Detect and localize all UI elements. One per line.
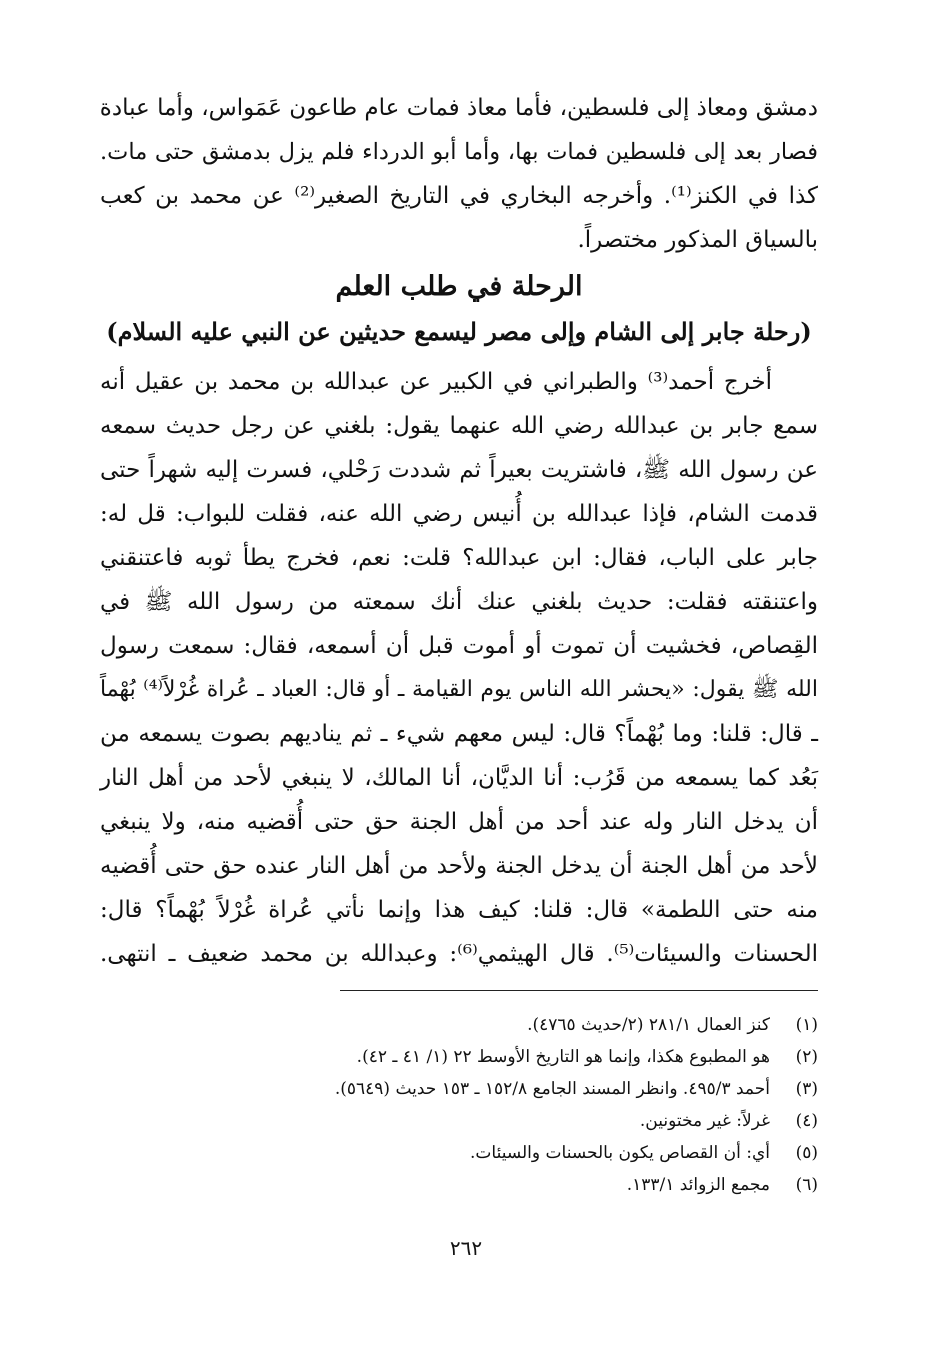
- footnote-text: مجمع الزوائد ١٣٣/١.: [626, 1175, 770, 1195]
- text-line: الحسنات والسيئات⁽⁵⁾. قال الهيثمي⁽⁶⁾: وعبدالله بن محمد ضعيف ـ انتهى.: [100, 941, 818, 967]
- section-title: الرحلة في طلب العلم: [335, 271, 583, 302]
- text-line: قدمت الشام، فإذا عبدالله بن أُنيس رضي الله عنه، فقلت للبواب: قل له:: [100, 501, 818, 527]
- text-line: بَعُد كما يسمعه من قَرُب: أنا الديَّان، أنا المالك، لا ينبغي لأحد من أهل النار: [100, 765, 818, 791]
- text-line: دمشق ومعاذ إلى فلسطين، فأما معاذ فمات عام طاعون عَمَواس، وأما عبادة: [99, 95, 818, 121]
- text-line: عن رسول الله ﷺ، فاشتريت بعيراً ثم شددت رَحْلي، فسرت إليه شهراً حتى: [100, 457, 818, 483]
- footnote: [100, 1009, 818, 1041]
- opening-paragraph: [100, 86, 818, 262]
- page-number: ٢٦٢: [449, 1236, 483, 1260]
- text-line: فصار بعد إلى فلسطين فمات بها، وأما أبو الدرداء فلم يزل بدمشق حتى مات.: [100, 139, 818, 165]
- footnote-text: كنز العمال ٢٨١/١ (٢/حديث ٤٧٦٥).: [527, 1015, 770, 1035]
- footnote-text: هو المطبوع هكذا، وإنما هو التاريخ الأوسط ٢٢ (١/ ٤١ ـ ٤٢).: [356, 1047, 770, 1067]
- footnote-number: (٣): [795, 1079, 818, 1099]
- footnote-text: غرلاً: غير مختونين.: [639, 1111, 770, 1131]
- text-line: منه حتى اللطمة» قال: قلنا: كيف هذا وإنما نأتي عُراة غُرْلاً بُهْماً؟ قال:: [100, 897, 818, 923]
- text-line: جابر على الباب، فقال: ابن عبدالله؟ قلت: نعم، فخرج يطأ ثوبه فاعتنقني: [100, 545, 818, 571]
- text-line: واعتنقته فقلت: حديث بلغني عنك أنك سمعته من رسول الله ﷺ في: [100, 589, 818, 615]
- text-line: بالسياق المذكور مختصراً.: [577, 227, 818, 253]
- footnote-text: أي: أن القصاص يكون بالحسنات والسيئات.: [469, 1143, 770, 1163]
- footnote-text: أحمد ٤٩٥/٣. وانظر المسند الجامع ١٥٢/٨ ـ ١٥٣ حديث (٥٦٤٩).: [334, 1079, 770, 1099]
- footnote: [100, 1137, 818, 1169]
- footnote-number: (١): [795, 1015, 818, 1035]
- footnote: [100, 1169, 818, 1201]
- footnote-number: (٥): [795, 1143, 818, 1163]
- text-line: القِصاص، فخشيت أن تموت أو أموت قبل أن أسمعه، فقال: سمعت رسول: [100, 633, 818, 659]
- footnote: [100, 1105, 818, 1137]
- footnote: [100, 1073, 818, 1105]
- text-line: أخرج أحمد⁽³⁾ والطبراني في الكبير عن عبدالله بن محمد بن عقيل أنه: [100, 369, 772, 395]
- text-line: كذا في الكنز⁽¹⁾. وأخرجه البخاري في التاريخ الصغير⁽²⁾ عن محمد بن كعب: [100, 183, 818, 209]
- section-subtitle: (رحلة جابر إلى الشام وإلى مصر ليسمع حديثين عن النبي عليه السلام): [106, 317, 812, 346]
- text-line: أن يدخل النار وله عند أحد من أهل الجنة حق حتى أُقضيه منه، ولا ينبغي: [100, 809, 818, 835]
- footnote-number: (٦): [795, 1175, 818, 1195]
- footnote-number: (٤): [795, 1111, 818, 1131]
- footnote-divider: [340, 990, 818, 991]
- footnote-number: (٢): [795, 1047, 818, 1067]
- text-line: الله ﷺ يقول: «يحشر الله الناس يوم القيامة ـ أو قال: العباد ـ عُراة غُرْلاً⁽⁴⁾ بُهْماً: [100, 677, 818, 702]
- text-line: لأحد من أهل الجنة أن يدخل الجنة ولأحد من أهل النار عنده حق حتى أُقضيه: [100, 853, 818, 879]
- main-paragraph: [100, 360, 818, 976]
- footnotes-list: [100, 1009, 818, 1201]
- footnote: [100, 1041, 818, 1073]
- text-line: ـ قال: قلنا: وما بُهْماً؟ قال: ليس معهم شيء ـ ثم يناديهم بصوت يسمعه من: [100, 721, 818, 747]
- book-page: [100, 86, 818, 1201]
- text-line: سمع جابر بن عبدالله رضي الله عنهما يقول: بلغني عن رجل حديث سمعه: [100, 413, 818, 439]
